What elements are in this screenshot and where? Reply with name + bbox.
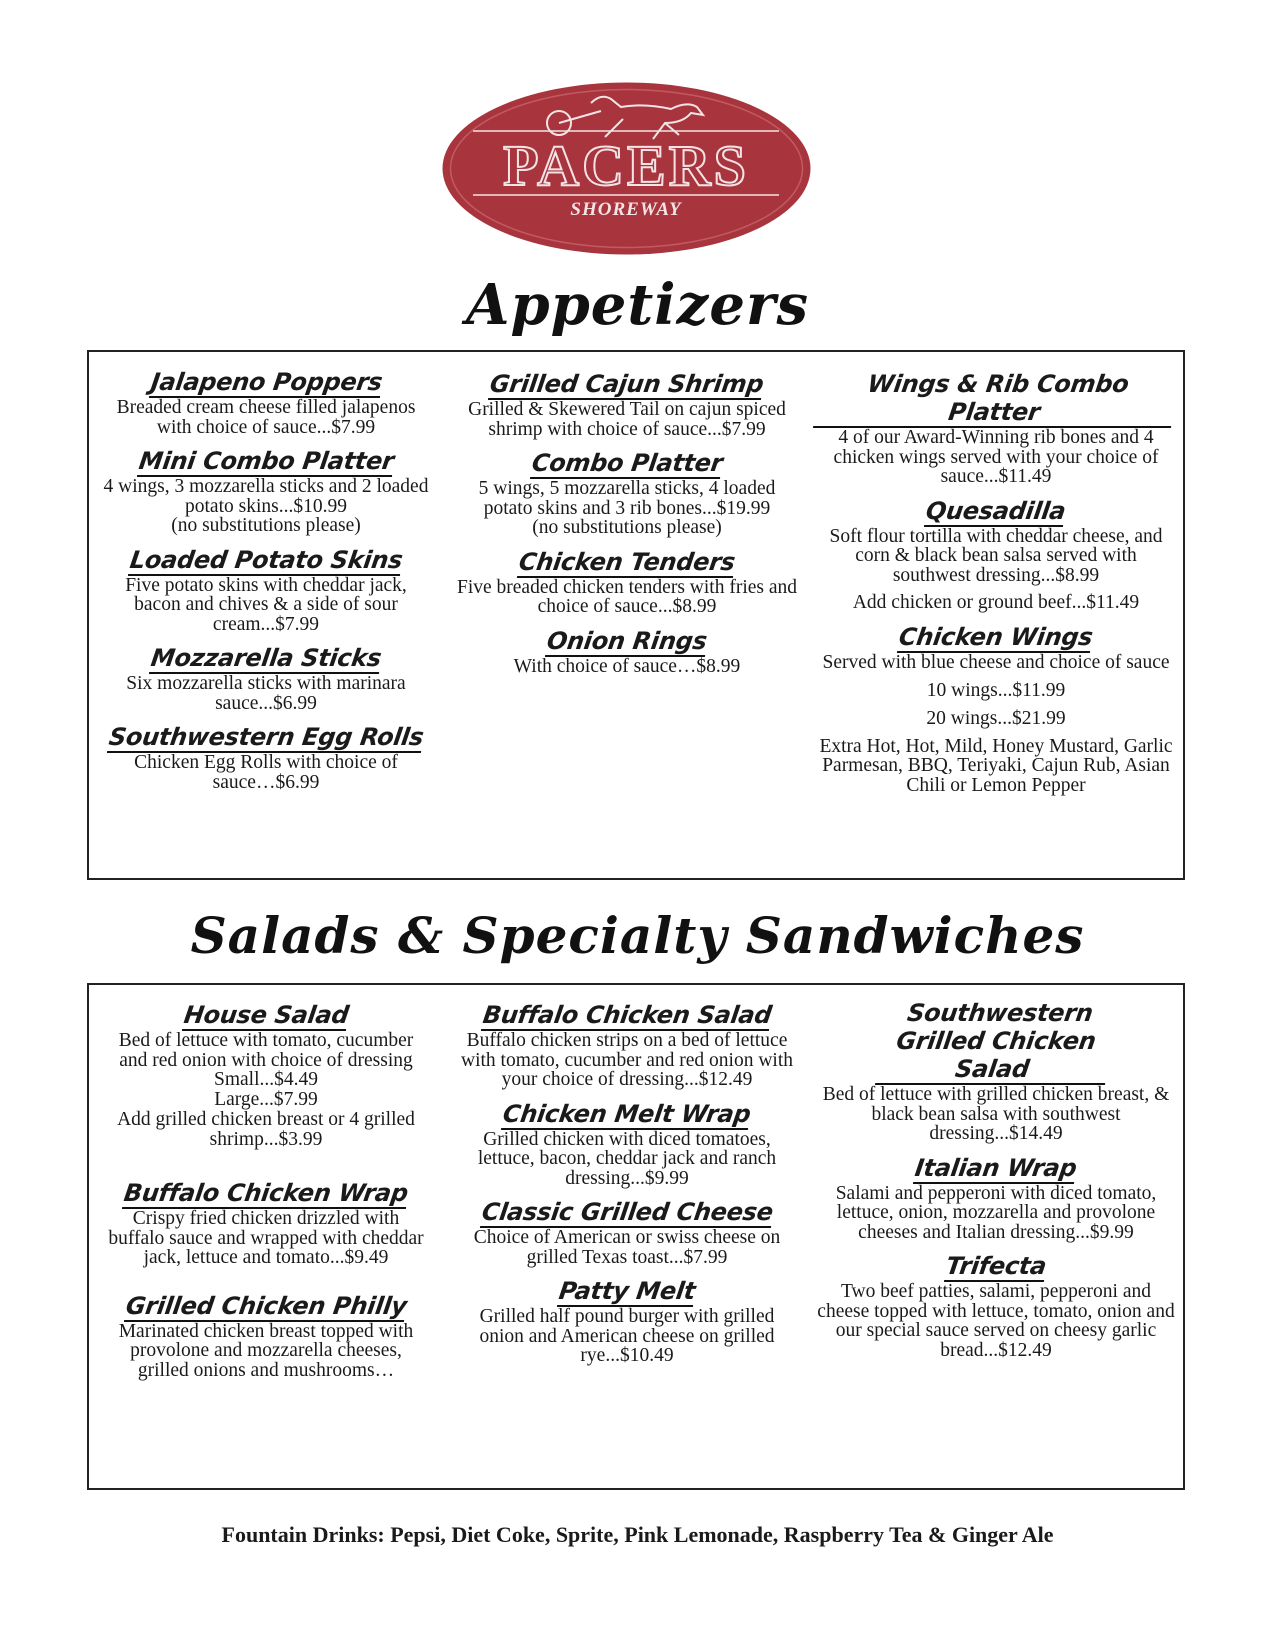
item-addon: Add grilled chicken breast or 4 grilled shrimp...$3.99 bbox=[117, 1109, 415, 1150]
menu-item bbox=[455, 1001, 799, 1090]
menu-item bbox=[455, 1198, 799, 1267]
menu-item bbox=[817, 999, 1175, 1144]
item-description: 4 wings, 3 mozzarella sticks and 2 loaded potato skins...$10.99 bbox=[103, 476, 429, 517]
item-name: Southwestern Egg Rolls bbox=[107, 723, 426, 751]
menu-item bbox=[103, 1179, 429, 1268]
item-description: Chicken Egg Rolls with choice of sauce…$6.99 bbox=[134, 752, 398, 793]
item-note: (no substitutions please) bbox=[171, 515, 361, 536]
item-name: Buffalo Chicken Salad bbox=[481, 1001, 774, 1029]
item-name: Italian Wrap bbox=[913, 1153, 1079, 1182]
menu-item bbox=[455, 370, 799, 439]
menu-item bbox=[103, 368, 429, 437]
item-price: Large...$7.99 bbox=[214, 1089, 318, 1110]
item-description: Grilled & Skewered Tail on cajun spiced shrimp with choice of sauce...$7.99 bbox=[468, 399, 786, 440]
item-name: Grilled Chicken Philly bbox=[123, 1291, 409, 1320]
menu-item bbox=[103, 644, 429, 713]
item-description: Five potato skins with cheddar jack, bacon and chives & a side of sour cream...$7.99 bbox=[125, 574, 407, 635]
item-name: Chicken Tenders bbox=[517, 547, 737, 576]
item-description: Grilled half pound burger with grilled onion and American cheese on grilled rye...$10.49 bbox=[479, 1306, 775, 1366]
logo-subtitle: SHOREWAY bbox=[570, 199, 682, 220]
appetizers-box bbox=[87, 350, 1185, 880]
item-price: 20 wings...$21.99 bbox=[926, 707, 1066, 729]
salads-column-3 bbox=[817, 999, 1175, 1370]
item-name: Patty Melt bbox=[557, 1277, 698, 1305]
item-name: Classic Grilled Cheese bbox=[479, 1198, 775, 1226]
menu-item bbox=[455, 449, 799, 538]
item-name: Southwestern Grilled Chicken Salad bbox=[875, 999, 1117, 1085]
item-description: Five breaded chicken tenders with fries and choice of sauce...$8.99 bbox=[456, 576, 798, 617]
item-description: Two beef patties, salami, pepperoni and cheese topped with lettuce, tomato, onion and our special sauce served on cheesy garlic bread...$12.49 bbox=[817, 1281, 1175, 1361]
item-name: Jalapeno Poppers bbox=[148, 368, 384, 396]
item-description: Marinated chicken breast topped with provolone and mozzarella cheeses, grilled onions and mushrooms… bbox=[118, 1320, 414, 1381]
item-name: Chicken Wings bbox=[897, 623, 1095, 651]
item-name: Onion Rings bbox=[545, 626, 709, 655]
salads-heading: Salads & Specialty Sandwiches bbox=[190, 906, 1085, 965]
item-name: Mini Combo Platter bbox=[136, 447, 396, 475]
item-name: Grilled Cajun Shrimp bbox=[488, 370, 766, 398]
item-name: Wings & Rib Combo Platter bbox=[813, 370, 1179, 428]
pacers-logo bbox=[441, 81, 812, 256]
salads-column-1 bbox=[103, 1001, 429, 1390]
menu-item bbox=[455, 627, 799, 677]
menu-item bbox=[817, 1154, 1175, 1243]
item-description: Bed of lettuce with tomato, cucumber and red onion with choice of dressing bbox=[118, 1030, 414, 1071]
logo-name: PACERS bbox=[503, 133, 749, 198]
item-description: Served with blue cheese and choice of sauce bbox=[822, 652, 1170, 673]
item-name: Trifecta bbox=[944, 1252, 1049, 1280]
item-description: Crispy fried chicken drizzled with buffalo sauce and wrapped with cheddar jack, lettuce and tomato...$9.49 bbox=[108, 1208, 424, 1268]
menu-item bbox=[817, 623, 1175, 795]
item-name: Combo Platter bbox=[530, 449, 725, 477]
item-description: With choice of sauce…$8.99 bbox=[513, 655, 741, 677]
item-name: Chicken Melt Wrap bbox=[501, 1099, 753, 1128]
appetizers-column-2 bbox=[455, 370, 799, 686]
item-price: Small...$4.49 bbox=[213, 1069, 318, 1090]
menu-item bbox=[817, 370, 1175, 487]
menu-item bbox=[455, 1100, 799, 1189]
menu-item bbox=[817, 497, 1175, 614]
item-description: Bed of lettuce with grilled chicken breast, & black bean salsa with southwest dressing...$14.49 bbox=[822, 1084, 1170, 1144]
item-description: 5 wings, 5 mozzarella sticks, 4 loaded potato skins and 3 rib bones...$19.99 bbox=[478, 478, 776, 519]
item-name: Buffalo Chicken Wrap bbox=[122, 1179, 410, 1207]
item-name: Quesadilla bbox=[924, 496, 1068, 525]
item-name: Loaded Potato Skins bbox=[128, 545, 405, 574]
item-name: House Salad bbox=[181, 1001, 351, 1029]
appetizers-column-1 bbox=[103, 368, 429, 802]
menu-item bbox=[103, 447, 429, 536]
menu-item bbox=[817, 1252, 1175, 1360]
item-description: Grilled chicken with diced tomatoes, lettuce, bacon, cheddar jack and ranch dressing...$9.99 bbox=[477, 1128, 777, 1189]
menu-item bbox=[455, 1277, 799, 1366]
menu-item bbox=[455, 548, 799, 617]
item-price: 10 wings...$11.99 bbox=[926, 679, 1066, 701]
item-name: Mozzarella Sticks bbox=[149, 644, 384, 672]
menu-item bbox=[103, 723, 429, 792]
menu-item bbox=[103, 1292, 429, 1381]
item-sauces: Extra Hot, Hot, Mild, Honey Mustard, Garlic Parmesan, BBQ, Teriyaki, Cajun Rub, Asian Chili or Lemon Pepper bbox=[819, 735, 1173, 796]
item-description: Choice of American or swiss cheese on grilled Texas toast...$7.99 bbox=[473, 1227, 781, 1268]
item-addon: Add chicken or ground beef...$11.49 bbox=[852, 592, 1140, 613]
item-description: Buffalo chicken strips on a bed of lettuce with tomato, cucumber and red onion with your choice of dressing...$12.49 bbox=[461, 1030, 793, 1090]
menu-item bbox=[103, 546, 429, 635]
menu-item bbox=[103, 1001, 429, 1149]
salads-box bbox=[87, 983, 1185, 1490]
salads-column-2 bbox=[455, 1001, 799, 1376]
appetizers-column-3 bbox=[817, 370, 1175, 805]
item-note: (no substitutions please) bbox=[532, 517, 722, 538]
appetizers-heading: Appetizers bbox=[466, 272, 809, 338]
fountain-drinks: Fountain Drinks: Pepsi, Diet Coke, Sprite, Pink Lemonade, Raspberry Tea & Ginger Ale bbox=[221, 1522, 1054, 1547]
item-description: 4 of our Award-Winning rib bones and 4 chicken wings served with your choice of sauce...$11.49 bbox=[833, 427, 1159, 487]
item-description: Six mozzarella sticks with marinara sauce...$6.99 bbox=[126, 673, 406, 714]
item-description: Soft flour tortilla with cheddar cheese, and corn & black bean salsa served with southwest dressing...$8.99 bbox=[829, 525, 1163, 586]
item-description: Breaded cream cheese filled jalapenos with choice of sauce...$7.99 bbox=[116, 397, 416, 438]
item-description: Salami and pepperoni with diced tomato, lettuce, onion, mozzarella and provolone cheeses and Italian dressing...$9.99 bbox=[835, 1182, 1157, 1243]
